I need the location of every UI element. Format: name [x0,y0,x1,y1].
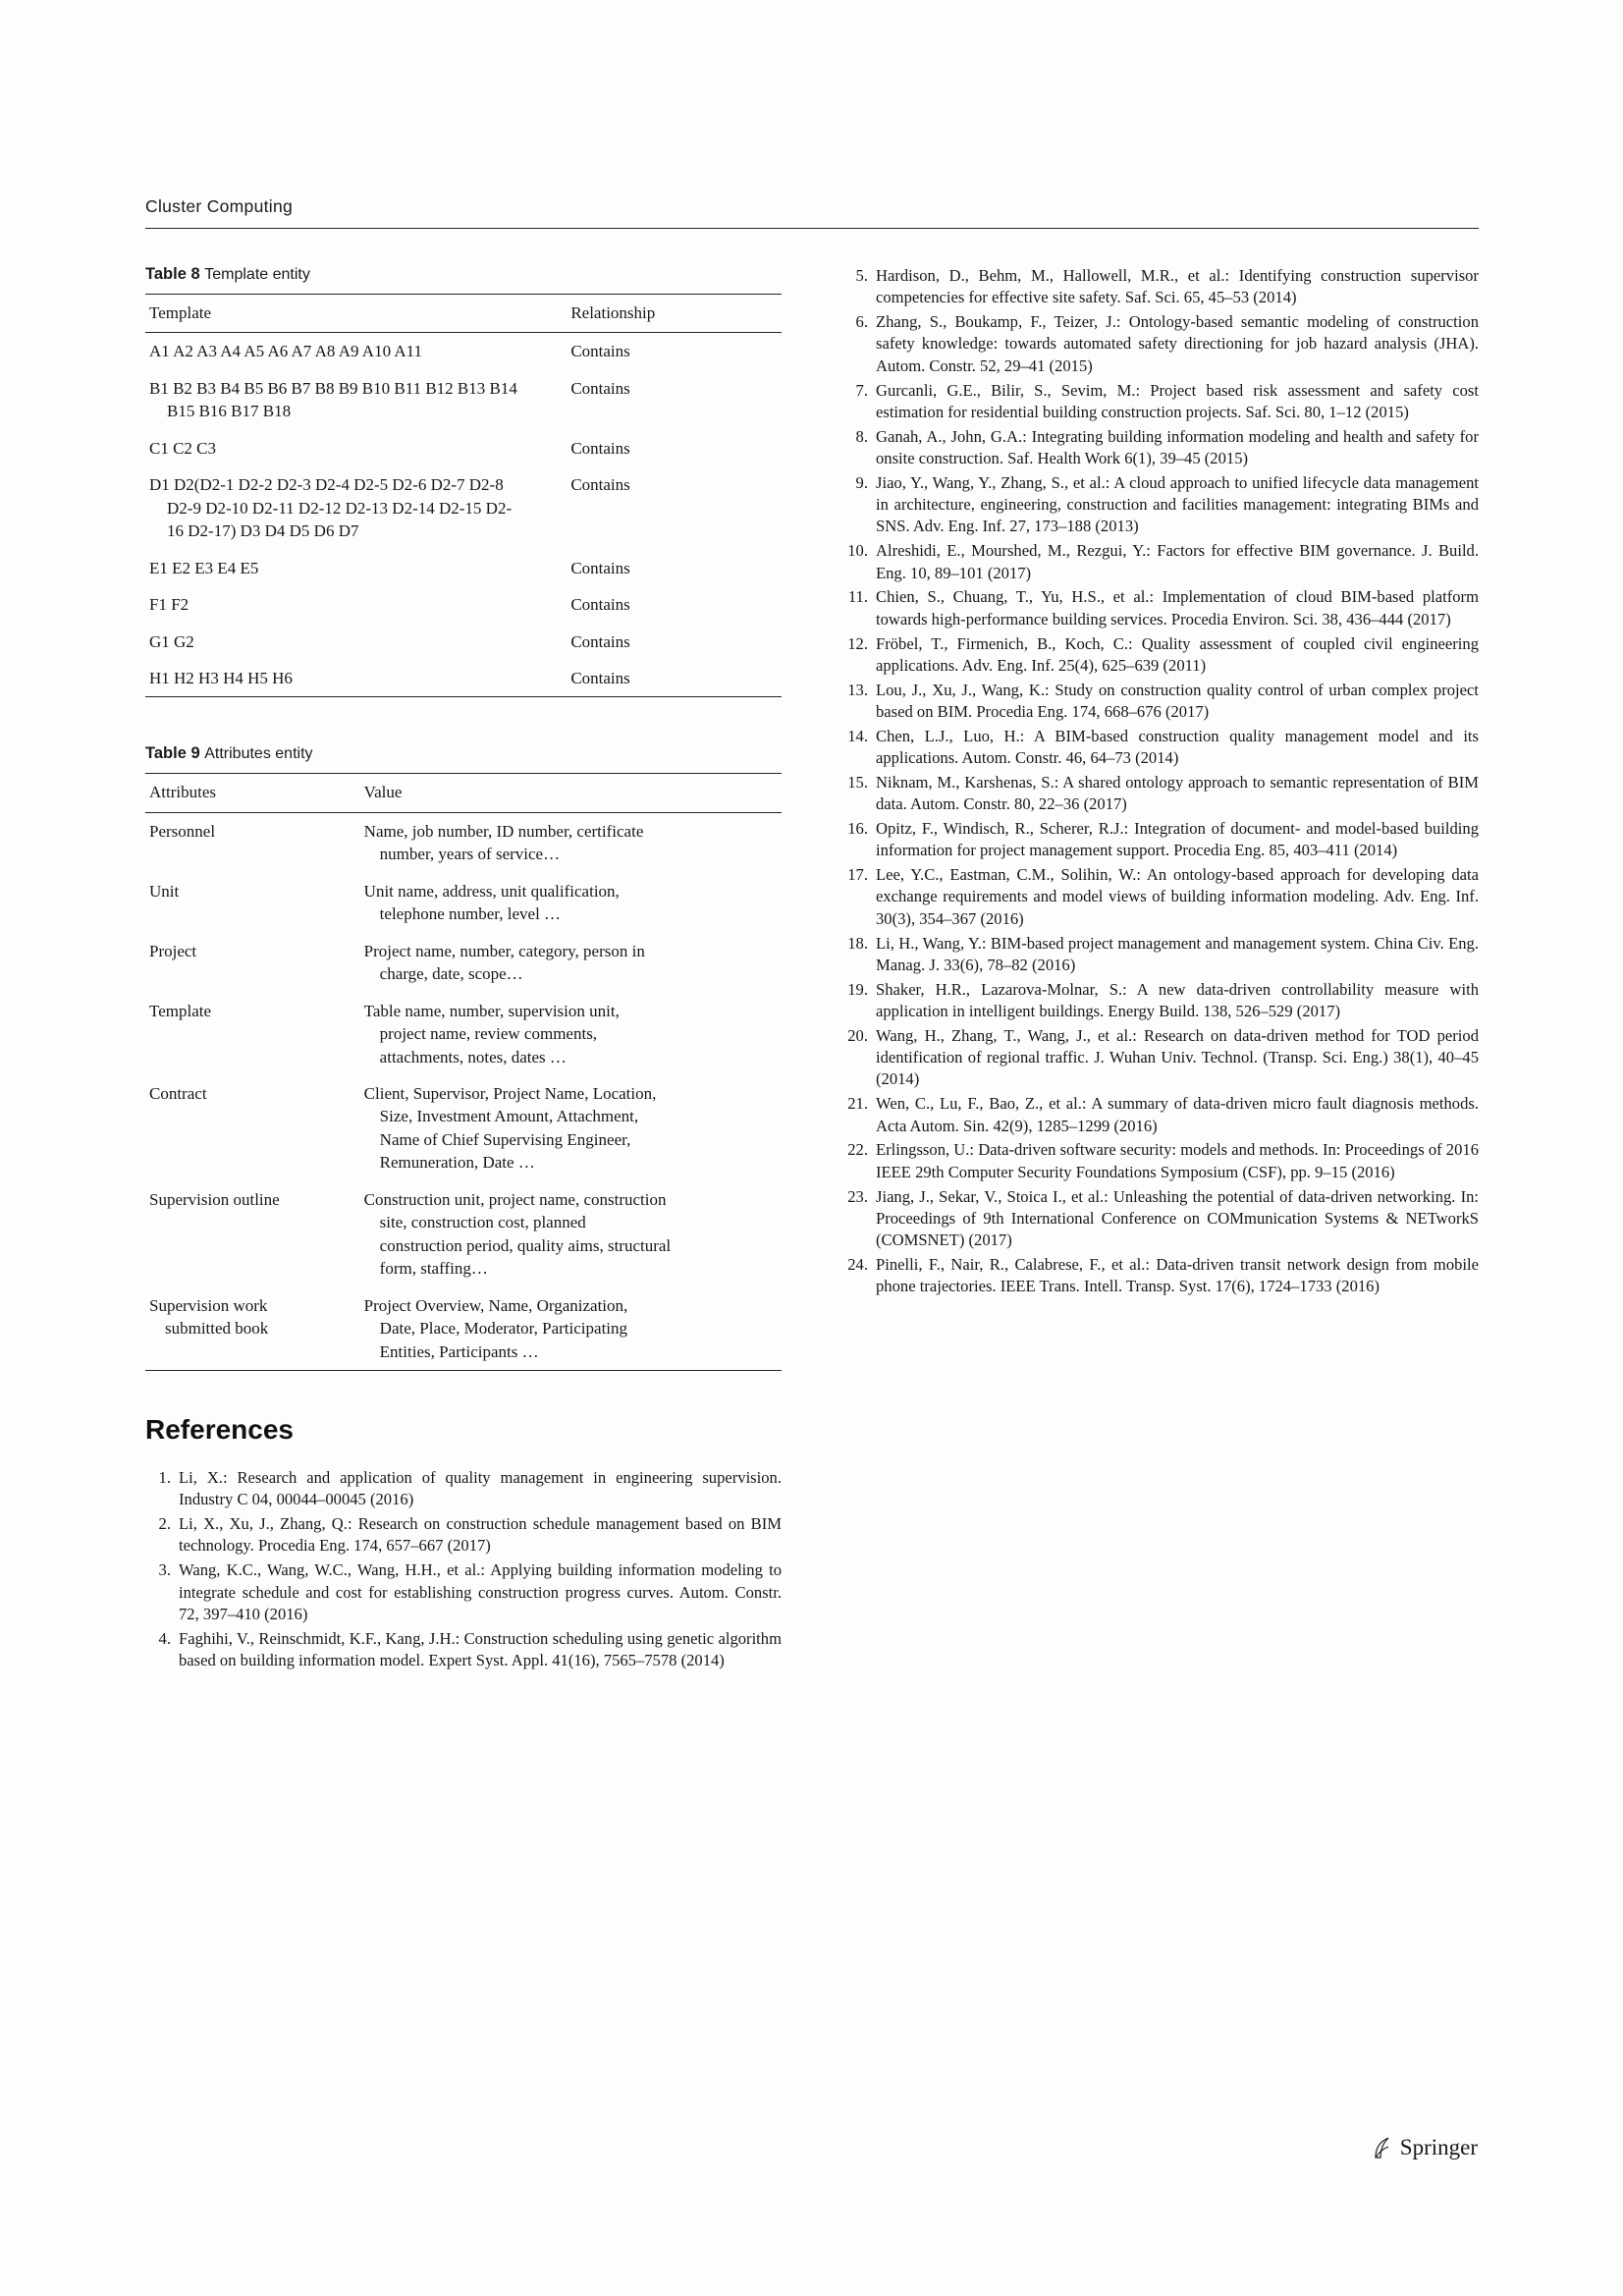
reference-number: 5. [855,266,868,285]
table9-cell-value [360,933,782,993]
list-item [842,380,1479,424]
reference-text: Jiang, J., Sekar, V., Stoica I., et al.: Unleashing the potential of data-driven networking. In: Proceedings of 9th International Conference on COMmunication Systems & NETworkS (COMSNET) (2017) [876,1186,1479,1250]
table9-value-line: Project Overview, Name, Organization, [363,1295,628,1315]
reference-text: Chien, S., Chuang, T., Yu, H.S., et al.: Implementation of cloud BIM-based platform towards high-performance building services. Procedia Environ. Sci. 38, 436–444 (2017) [876,587,1479,629]
reference-number: 14. [847,726,868,745]
reference-text: Faghihi, V., Reinschmidt, K.F., Kang, J.H.: Construction scheduling using genetic algorithm based on building information model. Expert Syst. Appl. 41(16), 7565–7578 (2014) [179,1628,782,1669]
table-row [145,333,782,370]
list-item [842,1093,1479,1137]
list-item [842,311,1479,377]
table-row [145,660,782,697]
table-row [145,933,782,993]
table9-cell-attribute [145,1287,360,1371]
table8-line-1: B1 B2 B3 B4 B5 B6 B7 B8 B9 B10 B11 B12 B13 B14 [149,378,517,398]
table8-label: Table 8 [145,265,200,283]
table8-cell-template [145,550,567,586]
table8-cell-template [145,333,567,370]
reference-text: Pinelli, F., Nair, R., Calabrese, F., et al.: Data-driven transit network design from mobile phone trajectories. IEEE Trans. Intell. Transp. Syst. 17(6), 1724–1733 (2016) [876,1254,1479,1296]
reference-text: Wang, H., Zhang, T., Wang, J., et al.: Research on data-driven method for TOD period identification of regional traffic. J. Wuhan Univ. Technol. (Transp. Sci. Eng.) 38(1), 40–45 (2014) [876,1025,1479,1089]
table9-cell-attribute: Project [149,941,197,960]
reference-number: 11. [847,587,868,607]
list-item [842,864,1479,930]
table8-line-1: F1 F2 [149,595,189,615]
reference-text: Shaker, H.R., Lazarova-Molnar, S.: A new data-driven controllability measure with application in intelligent buildings. Energy Build. 138, 526–529 (2017) [876,979,1479,1020]
table9-value-line: Entities, Participants … [379,1341,539,1361]
table-row [145,370,782,430]
list-item [842,979,1479,1023]
table9-value-line: Project name, number, category, person in [363,941,645,960]
table8-header-template: Template [145,295,567,333]
table9-value-line: construction period, quality aims, structural [379,1235,672,1255]
reference-text: Erlingsson, U.: Data-driven software security: models and methods. In: Proceedings of 2016 IEEE 29th Computer Security Foundations Symposium (CSF), pp. 9–15 (2016) [876,1140,1479,1181]
reference-number: 24. [847,1254,868,1274]
table9-value-line: Client, Supervisor, Project Name, Location, [363,1083,657,1103]
table9-cell-value [360,1075,782,1181]
table8-header-relationship: Relationship [567,295,782,333]
table9-cell-value [360,1287,782,1371]
table9-value-line: Date, Place, Moderator, Participating [379,1319,628,1339]
reference-text: Opitz, F., Windisch, R., Scherer, R.J.: Integration of document- and model-based building information for project management support. Procedia Eng. 85, 403–411 (2014) [876,819,1479,860]
reference-text: Gurcanli, G.E., Bilir, S., Sevim, M.: Project based risk assessment and safety cost estimation for residential building construction projects. Saf. Sci. 80, 1–12 (2015) [876,380,1479,421]
table-row [145,550,782,586]
table9-value-line: telephone number, level … [379,904,562,924]
table8-cell-relationship: Contains [570,558,630,577]
left-column [145,265,782,1674]
list-item [842,472,1479,538]
reference-number: 4. [158,1628,171,1648]
table9-cell-value [360,1181,782,1287]
reference-text: Wen, C., Lu, F., Bao, Z., et al.: A summary of data-driven micro fault diagnosis methods. Acta Autom. Sin. 42(9), 1285–1299 (2016) [876,1094,1479,1135]
list-item [145,1513,782,1558]
table8-line-1: G1 G2 [149,631,194,651]
reference-text: Hardison, D., Behm, M., Hallowell, M.R., et al.: Identifying construction supervisor competencies for effective site safety. Saf. Sci. 65, 45–53 (2014) [876,266,1479,307]
table9-label: Table 9 [145,744,200,763]
table-row [145,586,782,623]
reference-number: 9. [855,472,868,492]
right-column [842,265,1479,1300]
reference-text: Niknam, M., Karshenas, S.: A shared ontology approach to semantic representation of BIM data. Autom. Constr. 80, 22–36 (2017) [876,772,1479,814]
table9-caption-text: Attributes entity [204,745,313,763]
list-item [842,633,1479,678]
table8-line-1: C1 C2 C3 [149,438,217,458]
table-row [145,993,782,1075]
list-item [842,1186,1479,1252]
table8-cell-template [145,660,567,697]
reference-number: 3. [158,1560,171,1580]
table8-line-1: D1 D2(D2-1 D2-2 D2-3 D2-4 D2-5 D2-6 D2-7 D2-8 [149,475,504,495]
table9-cell-attribute: Personnel [149,821,216,841]
reference-text: Li, X., Xu, J., Zhang, Q.: Research on construction schedule management based on BIM technology. Procedia Eng. 174, 657–667 (2017) [179,1514,782,1556]
reference-text: Alreshidi, E., Mourshed, M., Rezgui, Y.: Factors for effective BIM governance. J. Build. Eng. 10, 89–101 (2017) [876,541,1479,582]
publisher-footer [1373,2135,1478,2160]
reference-number: 16. [847,819,868,838]
table8-cell-template [145,586,567,623]
reference-number: 15. [847,772,868,792]
list-item [145,1559,782,1625]
table8-cell-relationship: Contains [570,378,630,398]
list-item [842,426,1479,470]
table9-value-line: Construction unit, project name, construction [363,1189,667,1209]
list-item [842,726,1479,770]
reference-number: 22. [847,1140,868,1160]
table9-header-attributes: Attributes [145,774,360,812]
table9-cell-attribute: Supervision outline [149,1189,280,1209]
list-item [842,1025,1479,1091]
reference-number: 1. [158,1467,171,1487]
table8-cell-relationship: Contains [570,631,630,651]
reference-text: Chen, L.J., Luo, H.: A BIM-based construction quality management model and its applications. Autom. Constr. 46, 64–73 (2014) [876,726,1479,768]
table8-cell-relationship: Contains [570,475,630,495]
table-row [145,1181,782,1287]
table9-attribute-line: submitted book [165,1319,269,1339]
table9-cell-value [360,993,782,1075]
table8-line-1: E1 E2 E3 E4 E5 [149,558,259,577]
reference-list-right [842,265,1479,1298]
table9-cell-value [360,812,782,872]
list-item [145,1628,782,1672]
table9-attribute-line: Supervision work [149,1295,268,1315]
reference-text: Zhang, S., Boukamp, F., Teizer, J.: Ontology-based semantic modeling of construction safety knowledge: towards automated safety directioning for job hazard analysis (JHA). Autom. Constr. 52, 29–41 (2015) [876,312,1479,375]
reference-number: 21. [847,1094,868,1114]
table8-cell-template [145,430,567,466]
table8 [145,294,782,697]
table-row [145,466,782,549]
table9-cell-value [360,873,782,933]
running-head: Cluster Computing [145,196,294,216]
table8-cell-template [145,370,567,430]
reference-number: 12. [847,633,868,653]
reference-number: 17. [847,865,868,885]
list-item [842,540,1479,584]
table8-cell-relationship: Contains [570,595,630,615]
reference-text: Ganah, A., John, G.A.: Integrating building information modeling and health and safety for onsite construction. Saf. Health Work 6(1), 39–45 (2015) [876,426,1479,467]
table8-cell-relationship: Contains [567,660,782,697]
table9-value-line: Remuneration, Date … [379,1153,535,1173]
list-item [842,1139,1479,1183]
table8-caption [145,265,782,284]
table-row [145,1287,782,1371]
table9-value-line: Name, job number, ID number, certificate [363,821,644,841]
references-heading: References [145,1413,294,1445]
table9-header-row [145,774,782,812]
reference-text: Jiao, Y., Wang, Y., Zhang, S., et al.: A cloud approach to unified lifecycle data management in architecture, engineering, construction and facilities management: integrating BIMs and SNS. Adv. Eng. Inf. 27, 173–188 (2013) [876,472,1479,536]
table8-cell-relationship: Contains [570,342,630,361]
list-item [842,1254,1479,1298]
table9-header-value: Value [360,774,782,812]
table9-caption [145,744,782,763]
reference-text: Lee, Y.C., Eastman, C.M., Solihin, W.: An ontology-based approach for developing data exchange requirements and model views of building information modeling. Adv. Eng. Inf. 30(3), 354–367 (2016) [876,865,1479,928]
table9-value-line: site, construction cost, planned [379,1213,586,1232]
header-rule [145,228,1479,229]
list-item [145,1467,782,1511]
reference-number: 6. [855,312,868,332]
reference-text: Fröbel, T., Firmenich, B., Koch, C.: Quality assessment of coupled civil engineering applications. Adv. Eng. Inf. 25(4), 625–639 (2011) [876,633,1479,675]
list-item [842,933,1479,977]
table-row [145,430,782,466]
table9-value-line: Size, Investment Amount, Attachment, [379,1107,639,1126]
list-item [842,586,1479,630]
table8-line-3: 16 D2-17) D3 D4 D5 D6 D7 [167,521,359,541]
list-item [842,680,1479,724]
table-row [145,873,782,933]
table9-value-line: Table name, number, supervision unit, [363,1001,620,1020]
table9-value-line: attachments, notes, dates … [379,1047,567,1066]
reference-number: 13. [847,680,868,699]
springer-logo-icon [1373,2135,1392,2160]
reference-number: 20. [847,1025,868,1045]
table9-value-line: form, staffing… [379,1259,488,1279]
reference-number: 23. [847,1186,868,1206]
table-row [145,812,782,872]
reference-number: 18. [847,933,868,953]
reference-text: Li, X.: Research and application of quality management in engineering supervision. Industry C 04, 00044–00045 (2016) [179,1467,782,1509]
table9-value-line: number, years of service… [379,845,561,864]
table8-line-2: B15 B16 B17 B18 [167,402,292,421]
table-row [145,1075,782,1181]
list-item [842,772,1479,816]
table-row [145,624,782,660]
reference-text: Lou, J., Xu, J., Wang, K.: Study on construction quality control of urban complex project based on BIM. Procedia Eng. 174, 668–676 (2017) [876,680,1479,721]
table9-value-line: Unit name, address, unit qualification, [363,881,620,901]
publisher-name: Springer [1399,2135,1478,2159]
table8-line-1: H1 H2 H3 H4 H5 H6 [149,668,293,687]
table9-cell-attribute: Template [149,1001,212,1020]
table8-cell-template [145,624,567,660]
table8-cell-relationship: Contains [570,438,630,458]
table9 [145,773,782,1371]
table8-cell-template [145,466,567,549]
table9-value-line: Name of Chief Supervising Engineer, [379,1129,631,1149]
reference-list-left [145,1467,782,1671]
reference-text: Li, H., Wang, Y.: BIM-based project management and management system. China Civ. Eng. Manag. J. 33(6), 78–82 (2016) [876,933,1479,974]
table8-line-1: A1 A2 A3 A4 A5 A6 A7 A8 A9 A10 A11 [149,342,423,361]
table9-value-line: project name, review comments, [379,1024,598,1044]
table-spacer [145,697,782,744]
table8-caption-text: Template entity [204,266,310,283]
reference-text: Wang, K.C., Wang, W.C., Wang, H.H., et al.: Applying building information modeling to integrate schedule and cost for establishing construction progress curves. Autom. Constr. 72, 397–410 (2016) [179,1560,782,1623]
list-item [842,818,1479,862]
reference-number: 8. [855,426,868,446]
reference-number: 19. [847,979,868,999]
table9-value-line: charge, date, scope… [379,964,523,984]
reference-number: 7. [855,380,868,400]
table9-cell-attribute: Contract [149,1083,207,1103]
table8-header-row [145,295,782,333]
reference-number: 10. [847,541,868,561]
reference-number: 2. [158,1514,171,1534]
table8-line-2: D2-9 D2-10 D2-11 D2-12 D2-13 D2-14 D2-15 D2- [167,498,513,518]
table9-cell-attribute: Unit [149,881,180,901]
list-item [842,265,1479,309]
